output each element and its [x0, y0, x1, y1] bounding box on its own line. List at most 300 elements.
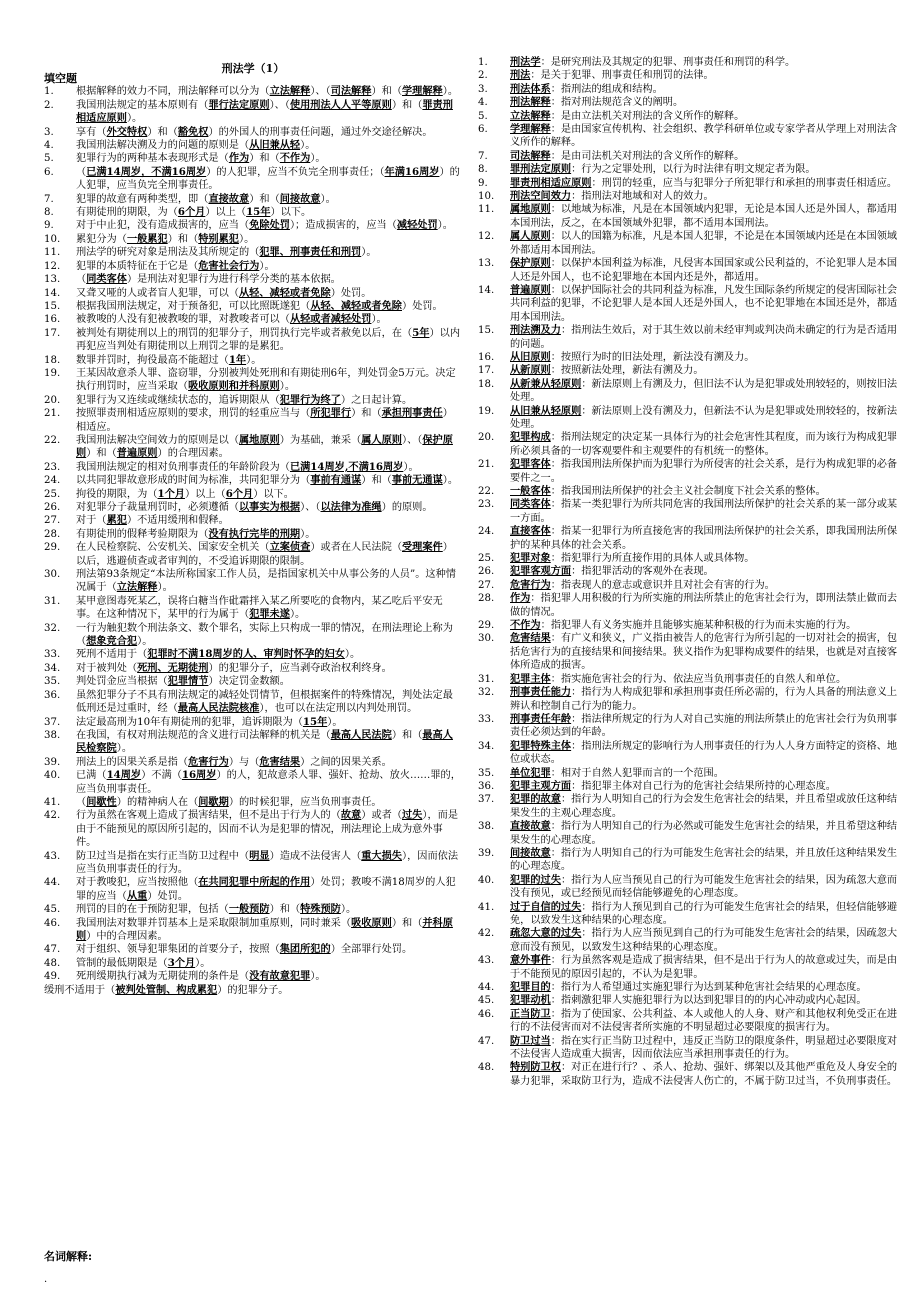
item-number: 14.	[478, 284, 495, 296]
item-text: 刑法溯及力：指刑法生效后，对于其生效以前未经审判或判决尚未确定的行为是否适用的问题。	[510, 324, 898, 350]
item-text: 已满（14周岁）不满（16周岁）的人，犯故意杀人罪、强奸、抢劫、放火……罪的，应当负刑事责任。	[76, 769, 461, 795]
item-text: 同类客体：指某一类犯罪行为所共同危害的我国刑法所保护的社会关系的某一部分或某一方面。	[510, 498, 898, 524]
term-item	[478, 713, 902, 740]
item-number: 47.	[478, 1035, 495, 1047]
fill-blank-item	[44, 354, 462, 367]
item-number: 4.	[44, 140, 54, 152]
item-number: 41.	[478, 901, 495, 913]
fill-blank-item	[44, 327, 462, 354]
item-text: 犯罪行为又连续或继续状态的，追诉期限从（犯罪行为终了）之日起计算。	[76, 393, 413, 406]
item-text: 刑法学：是研究刑法及其规定的犯罪、刑事责任和刑罚的科学。	[510, 56, 796, 68]
item-text: 间接故意：指行为人明知自己的行为可能发生危害社会的结果，并且放任这种结果发生的心理态度。	[510, 846, 898, 873]
item-text: 犯罪客观方面：指犯罪活动的客观外在表现。	[510, 565, 714, 578]
item-number: 26.	[44, 502, 61, 513]
item-text: 保护原则：以保护本国利益为标准，凡侵害本国国家或公民利益的，不论犯罪人是本国人还是外国人，也不论犯罪地在本国内还是外，都适用。	[510, 257, 898, 283]
item-text: 犯罪目的：指行为人希望通过实施犯罪行为达到某种危害社会结果的心理态度。	[510, 981, 867, 994]
item-number: 48.	[44, 957, 61, 969]
item-number: 19.	[478, 405, 495, 417]
item-number: 15.	[44, 300, 61, 312]
fill-blank-list	[44, 85, 462, 997]
fill-blank-item	[44, 99, 462, 126]
fill-blank-item	[44, 233, 462, 246]
item-text: 刑法学的研究对象是刑法及其所规定的（犯罪、刑事责任和刑罚）。	[76, 246, 377, 259]
item-number: 17.	[44, 327, 61, 339]
item-number: 11.	[44, 247, 61, 259]
item-text: 犯罪主体：指实施危害社会的行为、依法应当负刑事责任的自然人和单位。	[510, 672, 847, 685]
fill-blank-item	[44, 300, 462, 313]
item-number: 32.	[478, 687, 495, 699]
item-text: 学理解释：是由国家宣传机构、社会组织、教学科研单位或专家学者从学理上对刑法含义所作的解释。	[510, 123, 898, 149]
fill-blank-heading: 填空题	[44, 72, 77, 85]
fill-blank-item	[44, 434, 462, 461]
fill-blank-item	[44, 541, 462, 568]
item-text: 我国刑法解决空间效力的原则是以（属地原则）为基础，兼采（属人原则）、（保护原则）和（普遍原则）的合理因素。	[76, 433, 453, 460]
item-text: 疏忽大意的过失：指行为人应当预见到自己的行为可能发生危害社会的结果，因疏忽大意而没有预见，以致发生这种结果的心理态度。	[510, 927, 898, 953]
item-number: 28.	[44, 528, 61, 540]
fill-blank-item	[44, 917, 462, 944]
fill-blank-item	[44, 85, 462, 98]
item-text: 刑法解释：指对刑法规范含义的阐明。	[510, 96, 684, 109]
term-item	[478, 485, 902, 498]
item-number: 19.	[44, 367, 61, 379]
item-text: 一般客体：指我国刑法所保护的社会主义社会制度下社会关系的整体。	[510, 485, 826, 497]
item-text: 直接故意：指行为人明知自己的行为必然或可能发生危害社会的结果，并且希望这种结果发生的心理态度。	[510, 820, 898, 846]
item-text: 犯罪对象：指犯罪行为所直接作用的具体人或具体物。	[510, 552, 755, 565]
item-number: 12.	[478, 231, 495, 243]
item-number: 20.	[44, 394, 61, 406]
item-number: 9.	[478, 177, 488, 189]
item-number: 5.	[478, 110, 488, 122]
term-item	[478, 150, 902, 163]
item-text: 我国刑法解决溯及力的问题的原则是（从旧兼从轻）。	[76, 139, 316, 152]
item-number: 26.	[478, 566, 495, 578]
term-item	[478, 83, 902, 96]
item-number: 30.	[478, 633, 495, 645]
item-text: 缓刑不适用于（被判处管制、构成累犯）的犯罪分子。	[44, 983, 289, 996]
item-number: 3.	[44, 126, 54, 138]
term-item	[478, 364, 902, 377]
item-number: 13.	[478, 258, 495, 270]
item-number: 42.	[478, 928, 495, 940]
item-number: 28.	[478, 593, 495, 605]
item-number: 21.	[478, 459, 495, 471]
item-text: （已满14周岁，不满16周岁）的人犯罪，应当不负完全刑事责任；（年满16周岁）的人犯罪，应当负完全刑事责任。	[76, 165, 460, 192]
term-item	[478, 994, 902, 1007]
term-item	[478, 431, 902, 458]
fill-blank-item	[44, 689, 462, 716]
item-text: 累犯分为（一般累犯）和（特别累犯）。	[76, 232, 255, 245]
item-text: 王某因故意杀人罪、盗窃罪，分别被判处死刑和有期徒刑6年，判处罚金5万元。决定执行刑罚时，应当采取（吸收原则和并科原则）。	[76, 367, 456, 393]
fill-blank-item	[44, 943, 462, 956]
item-text: 虽然犯罪分子不具有刑法规定的减轻处罚情节，但根据案件的特殊情况，判处法定最低刑还是过重时，经（最高人民法院核准），也可以在法定刑以内判处刑罚。	[76, 689, 453, 715]
item-text: 我国刑法规定的相对负刑事责任的年龄阶段为（已满14周岁,不满16周岁）。	[76, 460, 419, 473]
item-number: 23.	[478, 499, 495, 511]
item-number: 39.	[44, 756, 61, 768]
fill-blank-item	[44, 903, 462, 916]
term-item	[478, 190, 902, 203]
item-number: 34.	[44, 662, 61, 674]
item-number: 29.	[44, 542, 61, 554]
fill-blank-item	[44, 796, 462, 809]
item-number: 33.	[478, 713, 495, 725]
item-number: 2.	[478, 70, 488, 82]
fill-blank-item	[44, 206, 462, 219]
fill-blank-item	[44, 528, 462, 541]
term-item	[478, 163, 902, 176]
item-text: 拘役的期限，为（1个月）以上（6个月）以下。	[76, 487, 294, 500]
item-text: （同类客体）是刑法对犯罪行为进行科学分类的基本依据。	[76, 273, 341, 286]
item-text: 对于中止犯，没有造成损害的，应当（免除处罚）；造成损害的，应当（减轻处罚）。	[76, 219, 453, 232]
item-number: 24.	[44, 475, 61, 487]
item-text: 在人民检察院、公安机关、国家安全机关（立案侦查）或者在人民法院（受理案件）以后，逃避侦查或者审判的，不受追诉期限的限制。	[76, 541, 453, 567]
fill-blank-item	[44, 313, 462, 326]
fill-blank-item	[44, 984, 462, 997]
fill-blank-item	[44, 166, 462, 193]
term-item	[478, 405, 902, 432]
term-item	[478, 874, 902, 901]
term-item	[478, 378, 902, 405]
item-number: 18.	[478, 378, 495, 390]
term-item	[478, 592, 902, 619]
item-text: 一行为触犯数个刑法条文、数个罪名，实际上只构成一罪的情况，在刑法理论上称为（想象竞合犯）。	[76, 622, 453, 648]
term-item	[478, 793, 902, 820]
item-text: 直接客体：指某一犯罪行为所直接危害的我国刑法所保护的社会关系，即我国刑法所保护的某种具体的社会关系。	[510, 525, 898, 551]
term-item	[478, 767, 902, 780]
item-text: 从新兼从轻原则：新法原则上有溯及力，但旧法不认为是犯罪或处刑较轻的，则按旧法处理。	[510, 377, 898, 404]
item-text: 享有（外交特权）和（豁免权）的外国人的刑事责任问题，通过外交途径解决。	[76, 125, 433, 138]
item-number: 5.	[44, 153, 54, 165]
item-text: 在我国，有权对刑法规范的含义进行司法解释的机关是（最高人民法院）和（最高人民检察院）。	[76, 728, 453, 755]
item-text: 正当防卫：指为了使国家、公共利益、本人或他人的人身、财产和其他权利免受正在进行的不法侵害而对不法侵害者所实施的不明显超过必要限度的损害行为。	[510, 1007, 898, 1034]
fill-blank-item	[44, 126, 462, 139]
term-item	[478, 324, 902, 351]
item-number: 3.	[478, 83, 488, 95]
term-item	[478, 847, 902, 874]
term-item	[478, 632, 902, 672]
item-text: 危害结果：有广义和狭义，广义指由被告人的危害行为所引起的一切对社会的损害，包括危害行为的直接结果和间接结果。狭义指作为犯罪构成要件的结果，也就是对直接客体所造成的损害。	[510, 632, 898, 672]
item-text: 作为：指犯罪人用积极的行为所实施的刑法所禁止的危害社会行为，即刑法禁止做而去做的情况。	[510, 592, 898, 618]
item-text: 刑法：是关于犯罪、刑事责任和刑罚的法律。	[510, 69, 714, 82]
item-number: 49.	[44, 971, 61, 983]
item-number: 15.	[478, 325, 495, 337]
item-text: 对于教唆犯，应当按照他（在共同犯罪中所起的作用）处罚；教唆不满18周岁的人犯罪的应当（从重）处罚。	[76, 876, 456, 902]
item-text: 犯罪客体：指我国刑法所保护而为犯罪行为所侵害的社会关系，是行为构成犯罪的必备要件之一。	[510, 458, 898, 484]
term-item	[478, 619, 902, 632]
left-column	[44, 56, 462, 997]
item-number: 20.	[478, 432, 495, 444]
item-number: 48.	[478, 1062, 495, 1074]
item-text: 刑事责任年龄：指法律所规定的行为人对自己实施的刑法所禁止的危害社会行为负刑事责任必须达到的年龄。	[510, 712, 898, 739]
term-definition-list	[478, 56, 902, 1088]
item-number: 10.	[44, 233, 61, 245]
item-text: 司法解释：是由司法机关对刑法的含义所作的解释。	[510, 149, 745, 162]
term-item	[478, 579, 902, 592]
item-number: 1.	[478, 57, 488, 68]
item-number: 6.	[44, 166, 54, 178]
item-number: 43.	[44, 850, 61, 862]
term-item	[478, 230, 902, 257]
item-number: 12.	[44, 260, 61, 272]
item-number: 7.	[478, 150, 488, 162]
fill-blank-item	[44, 273, 462, 286]
fill-blank-item	[44, 809, 462, 849]
page-title: 刑法学（1）	[221, 62, 285, 75]
item-number: 46.	[44, 917, 61, 929]
item-text: 单位犯罪：相对于自然人犯罪而言的一个范围。	[510, 766, 724, 779]
fill-blank-item	[44, 139, 462, 152]
item-text: 以共同犯罪故意形成的时间为标准，共同犯罪分为（事前有通谋）和（事前无通谋）。	[76, 474, 459, 487]
term-item	[478, 1008, 902, 1035]
fill-blank-item	[44, 501, 462, 514]
fill-blank-item	[44, 970, 462, 983]
item-number: 16.	[44, 314, 61, 326]
item-number: 38.	[44, 729, 61, 741]
term-item	[478, 901, 902, 928]
item-text: 有期徒刑的期限，为（6个月）以上（15年）以下。	[76, 206, 312, 219]
fill-blank-item	[44, 716, 462, 729]
fill-blank-item	[44, 957, 462, 970]
item-number: 40.	[44, 770, 61, 782]
item-text: 刑罚的目的在于预防犯罪，包括（一般预防）和（特殊预防）。	[76, 903, 357, 916]
item-text: 死刑缓期执行减为无期徒刑的条件是（没有故意犯罪）。	[76, 970, 326, 983]
item-text: 过于自信的过失：指行为人预见到自己的行为可能发生危害社会的结果，但轻信能够避免，以致发生这种结果的心理态度。	[510, 900, 898, 926]
item-text: 死刑不适用于（犯罪时不满18周岁的人、审判时怀孕的妇女）。	[76, 648, 361, 661]
item-number: 29.	[478, 620, 495, 632]
item-number: 37.	[478, 794, 495, 806]
term-item	[478, 565, 902, 578]
item-text: 犯罪动机：指刺激犯罪人实施犯罪行为以达到犯罪目的的内心冲动或内心起因。	[510, 994, 867, 1007]
item-number: 13.	[44, 274, 61, 286]
item-text: 从旧兼从轻原则：新法原则上没有溯及力，但新法不认为是犯罪或处刑较轻的，按新法处理。	[510, 404, 898, 430]
item-number: 2.	[44, 99, 54, 111]
item-number: 4.	[478, 97, 488, 109]
item-text: 罪责刑相适应原则：刑罚的轻重，应当与犯罪分子所犯罪行和承担的刑事责任相适应。	[510, 176, 898, 189]
item-number: 40.	[478, 874, 495, 886]
term-item	[478, 780, 902, 793]
item-text: 犯罪的过失：指行为人应当预见自己的行为可能发生危害社会的结果，因为疏忽大意而没有预见，或已经预见而轻信能够避免的心理态度。	[510, 873, 898, 900]
item-text: 属人原则：以人的国籍为标准，凡是本国人犯罪，不论是在本国领域内还是在本国领域外都适用本国刑法。	[510, 230, 898, 256]
item-text: 我国刑法规定的基本原则有（罪行法定原则）、（使用刑法人人平等原则）和（罪责刑相适应原则）。	[76, 98, 453, 125]
right-column	[478, 56, 902, 1088]
item-number: 18.	[44, 354, 61, 366]
item-text: 意外事件：行为虽然客观是造成了损害结果，但不是出于行为人的故意或过失，而是由于不能预见的原因引起的，不认为是犯罪。	[510, 954, 898, 980]
item-text: 对于被判处（死刑、无期徒刑）的犯罪分子，应当剥夺政治权利终身。	[76, 661, 392, 674]
term-item	[478, 981, 902, 994]
fill-blank-item	[44, 474, 462, 487]
item-text: 被教唆的人没有犯被教唆的罪，对教唆者可以（从轻或者减轻处罚）。	[76, 313, 387, 326]
item-number: 10.	[478, 191, 495, 203]
fill-blank-item	[44, 287, 462, 300]
term-item	[478, 927, 902, 954]
item-text: 对于（累犯）不适用缓刑和假释。	[76, 514, 229, 527]
item-number: 45.	[478, 995, 495, 1007]
item-text: 不作为：指犯罪人有义务实施并且能够实施某种积极的行为而未实施的行为。	[510, 619, 857, 632]
item-number: 27.	[478, 579, 495, 591]
item-text: 行为虽然在客观上造成了损害结果，但不是出于行为人的（故意）或者（过失），而是由于不能预见的原因所引起的，因而不认为是犯罪的情况，刑法理论上成为意外事件。	[76, 809, 459, 849]
item-text: 罪刑法定原则：行为之定罪处刑，以行为时法律有明文规定者为限。	[510, 163, 816, 176]
term-item	[478, 56, 902, 69]
fill-blank-item	[44, 246, 462, 259]
item-text: 法定最高刑为10年有期徒刑的犯罪，追诉期限为（15年）。	[76, 715, 343, 728]
term-item	[478, 69, 902, 82]
item-text: 特别防卫权：对正在进行行？、杀人、抢劫、强奸、绑架以及其他严重危及人身安全的暴力犯罪，采取防卫行为，造成不法侵害人伤亡的，不属于防卫过当，不负刑事责任。	[510, 1061, 898, 1087]
terms-heading: 名词解释:	[44, 1250, 93, 1263]
term-item	[478, 740, 902, 767]
fill-blank-item	[44, 648, 462, 661]
item-text: 管制的最低期限是（3个月）。	[76, 956, 211, 969]
term-item	[478, 954, 902, 981]
fill-blank-item	[44, 662, 462, 675]
item-number: 17.	[478, 365, 495, 377]
item-number: 37.	[44, 716, 61, 728]
item-text: 我国刑法对数罪并罚基本上是采取限制加重原则，同时兼采（吸收原则）和（并科原则）中的合理因素。	[76, 916, 453, 942]
item-number: 35.	[44, 676, 61, 688]
fill-blank-item	[44, 260, 462, 273]
item-text: 刑法体系：指刑法的组成和结构。	[510, 82, 663, 95]
item-text: 刑事责任能力：指行为人构成犯罪和承担刑事责任所必需的，行为人具备的刑法意义上辨认和控制自己行为的能力。	[510, 686, 898, 712]
item-text: 按照罪责刑相适应原则的要求，刑罚的轻重应当与（所犯罪行）和（承担刑事责任）相适应。	[76, 407, 453, 433]
item-text: 某甲意图毒死某乙，误将白糖当作砒霜拌入某乙所要吃的食物内，某乙吃后平安无事。在这种情况下，某甲的行为属于（犯罪未遂）。	[76, 595, 443, 621]
item-text: （间歇性）的精神病人在（间歇期）的时候犯罪，应当负刑事责任。	[76, 795, 382, 808]
item-number: 44.	[478, 982, 495, 994]
fill-blank-item	[44, 461, 462, 474]
item-text: 犯罪的故意：指行为人明知自己的行为会发生危害社会的结果，并且希望或放任这种结果发生的主观心理态度。	[510, 793, 898, 819]
term-item	[478, 673, 902, 686]
item-number: 21.	[44, 408, 61, 420]
term-item	[478, 123, 902, 150]
fill-blank-item	[44, 488, 462, 501]
fill-blank-item	[44, 367, 462, 394]
item-number: 36.	[44, 689, 61, 701]
item-text: 属地原则：以地域为标准，凡是在本国领域内犯罪，无论是本国人还是外国人，都适用本国刑法，反之，在本国领域外犯罪，都不适用本国刑法。	[510, 203, 898, 229]
term-item	[478, 177, 902, 190]
item-number: 22.	[44, 434, 61, 446]
fill-blank-item	[44, 876, 462, 903]
item-number: 30.	[44, 569, 61, 581]
item-number: 36.	[478, 780, 495, 792]
item-text: 数罪并罚时，拘役最高不能超过（1年）。	[76, 353, 262, 366]
term-item	[478, 203, 902, 230]
item-text: 犯罪的故意有两种类型，即（直接故意）和（间接故意）。	[76, 192, 336, 205]
item-number: 9.	[44, 220, 54, 232]
fill-blank-item	[44, 193, 462, 206]
fill-blank-item	[44, 769, 462, 796]
fill-blank-item	[44, 729, 462, 756]
trailing-mark: .	[44, 1274, 48, 1285]
item-number: 7.	[44, 193, 54, 205]
item-number: 44.	[44, 877, 61, 889]
item-text: 从旧原则：按照行为时的旧法处理，新法没有溯及力。	[510, 350, 755, 363]
item-text: 对于组织、领导犯罪集团的首要分子，按照（集团所犯的）全部罪行处罚。	[76, 943, 413, 956]
term-item	[478, 525, 902, 552]
item-text: 犯罪特殊主体：指刑法所规定的影响行为人刑事责任的行为人人身方面特定的资格、地位或状态。	[510, 739, 898, 766]
term-item	[478, 1061, 902, 1088]
item-text: 刑法空间效力：指刑法对地域和对人的效力。	[510, 190, 714, 203]
item-number: 38.	[478, 821, 495, 833]
item-text: 从新原则：按照新法处理，新法有溯及力。	[510, 364, 704, 377]
item-text: 防卫过当：指在实行正当防卫过程中，违反正当防卫的限度条件，明显超过必要限度对不法侵害人造成重大损害，因而依法应当承担刑事责任的行为。	[510, 1034, 898, 1061]
item-text: 立法解释：是由立法机关对刑法的含义所作的解释。	[510, 109, 745, 122]
item-number: 6.	[478, 124, 488, 136]
term-item	[478, 1035, 902, 1062]
fill-blank-item	[44, 850, 462, 877]
term-item	[478, 110, 902, 123]
item-number: 8.	[44, 207, 54, 219]
fill-blank-item	[44, 595, 462, 622]
item-number: 23.	[44, 461, 61, 473]
item-number: 27.	[44, 515, 61, 527]
item-text: 犯罪行为的两种基本表现形式是（作为）和（不作为）。	[76, 152, 326, 165]
term-item	[478, 351, 902, 364]
term-item	[478, 284, 902, 324]
item-text: 犯罪构成：指刑法规定的决定某一具体行为的社会危害性其程度，而为该行为构成犯罪所必须具备的一切客观要件和主观要件的有机统一的整体。	[510, 431, 898, 457]
item-number: 24.	[478, 526, 495, 538]
item-number: 1.	[44, 86, 54, 98]
fill-blank-item	[44, 219, 462, 232]
fill-blank-item	[44, 394, 462, 407]
fill-blank-item	[44, 407, 462, 434]
term-item	[478, 498, 902, 525]
item-number: 11.	[478, 204, 495, 216]
item-number: 25.	[44, 488, 61, 500]
item-text: 又聋又哑的人或者盲人犯罪，可以（从轻、减轻或者免除）处罚。	[76, 286, 372, 299]
term-item	[478, 552, 902, 565]
item-number: 41.	[44, 796, 61, 808]
item-number: 25.	[478, 553, 495, 565]
item-number: 32.	[44, 622, 61, 634]
item-number: 14.	[44, 287, 61, 299]
fill-blank-item	[44, 675, 462, 688]
item-text: 有期徒刑的假释考验期限为（没有执行完毕的刑期）。	[76, 527, 316, 540]
term-item	[478, 820, 902, 847]
item-number: 31.	[44, 595, 61, 607]
item-number: 16.	[478, 351, 495, 363]
item-text: 犯罪的本质特征在于它是（危害社会行为）。	[76, 259, 275, 272]
item-text: 刑法第93条规定“本法所称国家工作人员，是指国家机关中从事公务的人员”。这种情况属于（立法解释）。	[76, 569, 456, 594]
item-number: 35.	[478, 767, 495, 779]
item-text: 根据我国刑法规定，对于预备犯，可以比照既遂犯（从轻、减轻或者免除）处罚。	[76, 299, 443, 312]
item-text: 防卫过当是指在实行正当防卫过程中（明显）造成不法侵害人（重大损失），因而依法应当负刑事责任的行为。	[76, 849, 459, 875]
term-item	[478, 257, 902, 284]
fill-blank-item	[44, 152, 462, 165]
item-text: 犯罪主观方面：指犯罪主体对自己行为的危害社会结果所持的心理态度。	[510, 779, 836, 792]
item-number: 8.	[478, 164, 488, 176]
item-number: 43.	[478, 955, 495, 967]
item-text: 被判处有期徒刑以上的刑罚的犯罪分子，刑罚执行完毕或者赦免以后，在（5年）以内再犯应当判处有期徒刑以上刑罚之罪的是累犯。	[76, 326, 461, 353]
item-number: 34.	[478, 740, 495, 752]
item-text: 危害行为：指表现人的意志或意识并且对社会有害的行为。	[510, 578, 775, 591]
item-text: 根据解释的效力不同，刑法解释可以分为（立法解释）、（司法解释）和（学理解释）。	[76, 85, 459, 98]
term-item	[478, 458, 902, 485]
item-number: 33.	[44, 649, 61, 661]
item-text: 普遍原则：以保护国际社会的共同利益为标准，凡发生国际条约所规定的侵害国际社会共同利益的犯罪，不论犯罪人是本国人还是外国人，也不论犯罪地在本国还是外，都适用本国刑法。	[510, 283, 898, 323]
item-text: 对犯罪分子裁量刑罚时，必须遵循（以事实为根据）、（以法律为准绳）的原则。	[76, 501, 433, 513]
fill-blank-item	[44, 756, 462, 769]
item-number: 46.	[478, 1008, 495, 1020]
item-number: 22.	[478, 486, 495, 497]
term-item	[478, 686, 902, 713]
item-number: 42.	[44, 810, 61, 822]
fill-blank-item	[44, 514, 462, 527]
term-item	[478, 96, 902, 109]
item-number: 39.	[478, 847, 495, 859]
item-number: 45.	[44, 904, 61, 916]
item-number: 47.	[44, 944, 61, 956]
item-text: 刑法上的因果关系是指（危害行为）与（危害结果）之间的因果关系。	[76, 755, 392, 768]
fill-blank-item	[44, 568, 462, 595]
fill-blank-item	[44, 622, 462, 649]
item-text: 判处罚金应当根据（犯罪情节）决定罚金数额。	[76, 675, 290, 688]
